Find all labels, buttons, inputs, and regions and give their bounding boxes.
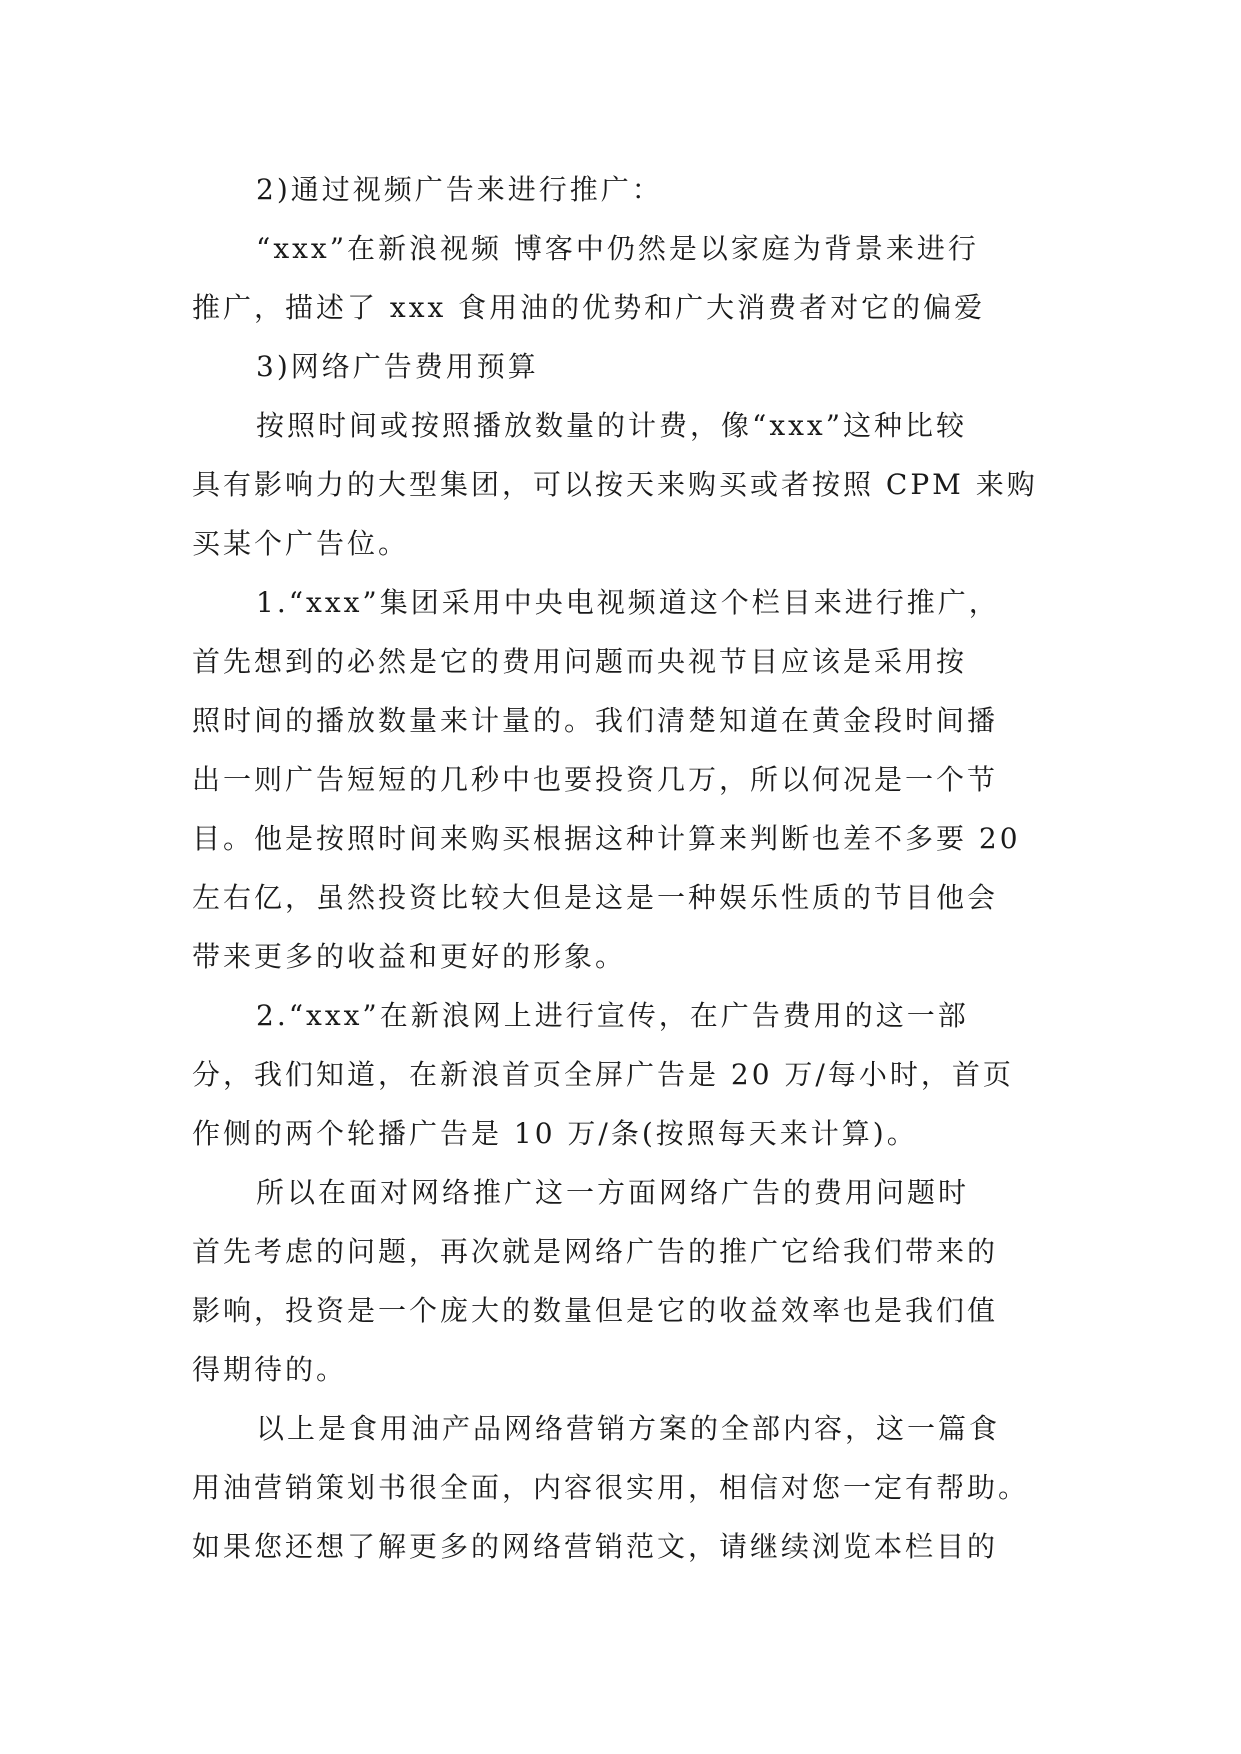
text-line: 以上是食用油产品网络营销方案的全部内容，这一篇食 — [256, 1412, 1001, 1445]
text-line: 推广，描述了 xxx 食用油的优势和广大消费者对它的偏爱 — [192, 291, 986, 324]
text-line: 分，我们知道，在新浪首页全屏广告是 20 万/每小时，首页 — [192, 1058, 1014, 1091]
text-line: “xxx”在新浪视频 博客中仍然是以家庭为背景来进行 — [256, 232, 979, 265]
text-line: 作侧的两个轮播广告是 10 万/条(按照每天来计算)。 — [192, 1117, 918, 1150]
text-line: 影响，投资是一个庞大的数量但是它的收益效率也是我们值 — [192, 1294, 999, 1327]
text-line: 2.“xxx”在新浪网上进行宣传，在广告费用的这一部 — [256, 999, 969, 1032]
text-line: 所以在面对网络推广这一方面网络广告的费用问题时 — [256, 1176, 970, 1209]
text-line: 用油营销策划书很全面，内容很实用，相信对您一定有帮助。 — [192, 1471, 1030, 1504]
text-line: 目。他是按照时间来购买根据这种计算来判断也差不多要 20 — [192, 822, 1021, 855]
text-line: 按照时间或按照播放数量的计费，像“xxx”这种比较 — [256, 409, 968, 442]
document-body — [192, 160, 1048, 1576]
text-line: 首先想到的必然是它的费用问题而央视节目应该是采用按 — [192, 645, 968, 678]
text-line: 1.“xxx”集团采用中央电视频道这个栏目来进行推广， — [256, 586, 1000, 619]
text-line: 买某个广告位。 — [192, 527, 410, 560]
text-line: 得期待的。 — [192, 1353, 348, 1386]
text-line: 出一则广告短短的几秒中也要投资几万，所以何况是一个节 — [192, 763, 999, 796]
text-line: 具有影响力的大型集团，可以按天来购买或者按照 CPM 来购 — [192, 468, 1038, 501]
text-line: 带来更多的收益和更好的形象。 — [192, 940, 627, 973]
text-line: 左右亿，虽然投资比较大但是这是一种娱乐性质的节目他会 — [192, 881, 999, 914]
text-line: 首先考虑的问题，再次就是网络广告的推广它给我们带来的 — [192, 1235, 999, 1268]
text-line: 如果您还想了解更多的网络营销范文，请继续浏览本栏目的 — [192, 1530, 999, 1563]
text-line: 2)通过视频广告来进行推广： — [256, 173, 663, 206]
text-line: 3)网络广告费用预算 — [256, 350, 539, 383]
text-line: 照时间的播放数量来计量的。我们清楚知道在黄金段时间播 — [192, 704, 999, 737]
